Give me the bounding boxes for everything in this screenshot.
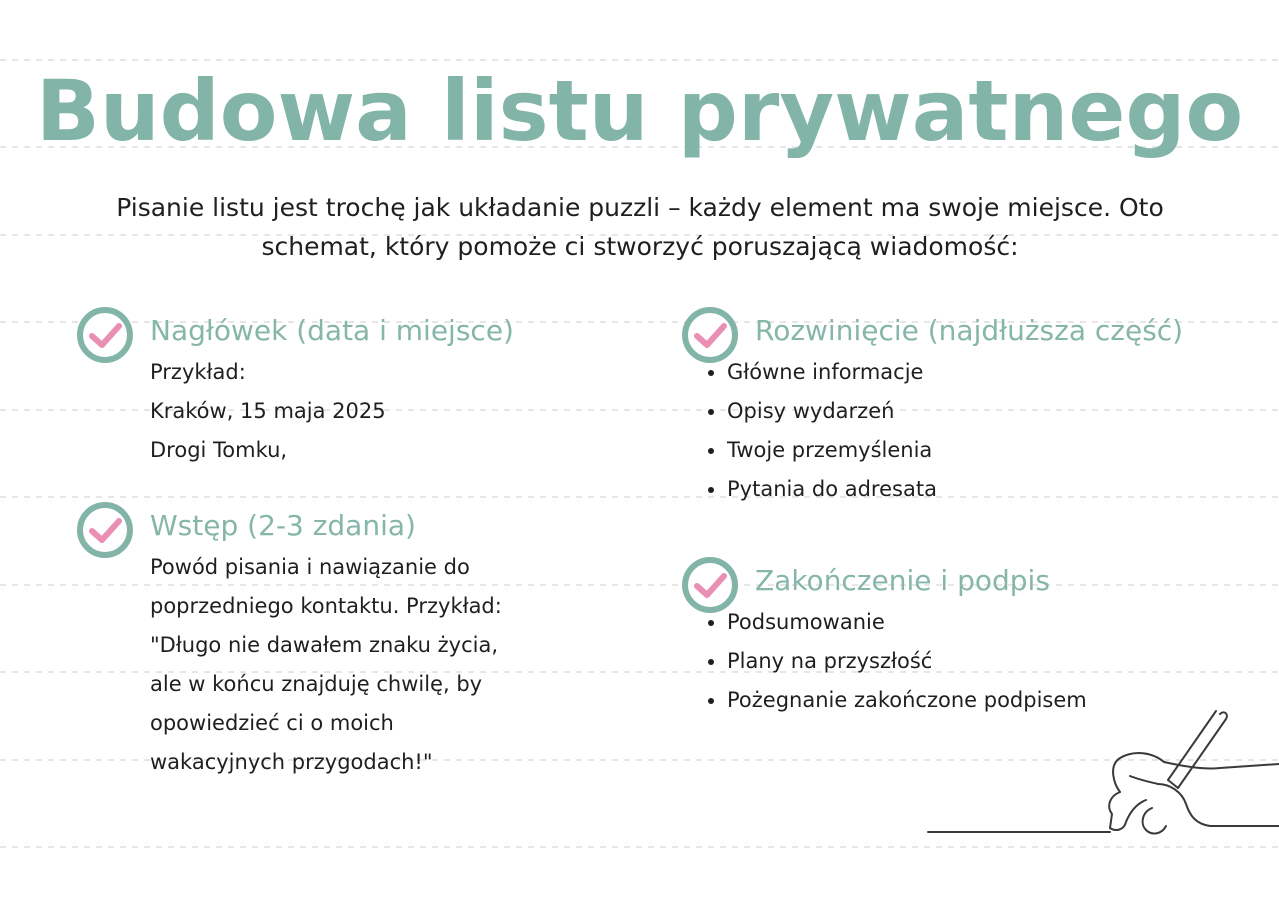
section-intro-line: "Długo nie dawałem znaku życia, xyxy=(150,633,499,657)
check-circle-icon xyxy=(75,305,135,365)
section-intro-line: poprzedniego kontaktu. Przykład: xyxy=(150,594,502,618)
section-body-heading: Rozwinięcie (najdłuższa część) xyxy=(755,314,1184,347)
list-item: • Główne informacje xyxy=(727,353,1157,392)
list-item: • Plany na przyszłość xyxy=(727,642,1087,681)
section-header-line: Kraków, 15 maja 2025 xyxy=(150,399,386,423)
intro-paragraph: Pisanie listu jest trochę jak układanie puzzli – każdy element ma swoje miejsce. Oto schemat, który pomoże ci stworzyć poruszającą wiadomość: xyxy=(116,193,1164,261)
section-header-heading: Nagłówek (data i miejsce) xyxy=(150,314,514,347)
section-header xyxy=(75,305,595,475)
section-intro xyxy=(75,500,595,800)
section-intro-line: ale w końcu znajduję chwilę, by xyxy=(150,672,483,696)
hand-writing-icon xyxy=(920,700,1279,850)
section-intro-line: Powód pisania i nawiązanie do xyxy=(150,555,470,579)
section-intro-line: opowiedzieć ci o moich xyxy=(150,711,394,735)
list-item: • Twoje przemyślenia xyxy=(727,431,1157,470)
section-body-list xyxy=(680,353,1157,509)
list-item: • Podsumowanie xyxy=(727,603,1087,642)
section-header-body xyxy=(150,353,386,470)
list-item: • Opisy wydarzeń xyxy=(727,392,1157,431)
page-title: Budowa listu prywatnego xyxy=(35,62,1244,160)
section-body xyxy=(680,305,1270,525)
section-header-line: Drogi Tomku, xyxy=(150,438,288,462)
section-intro-heading: Wstęp (2-3 zdania) xyxy=(150,509,416,542)
list-item: • Pytania do adresata xyxy=(727,470,1157,509)
list-item: • Pożegnanie zakończone podpisem xyxy=(727,681,1087,720)
section-intro-line: wakacyjnych przygodach!" xyxy=(150,750,433,774)
section-header-line: Przykład: xyxy=(150,360,246,384)
section-closing-heading: Zakończenie i podpis xyxy=(755,564,1050,597)
check-circle-icon xyxy=(75,500,135,560)
section-intro-body xyxy=(150,548,502,782)
